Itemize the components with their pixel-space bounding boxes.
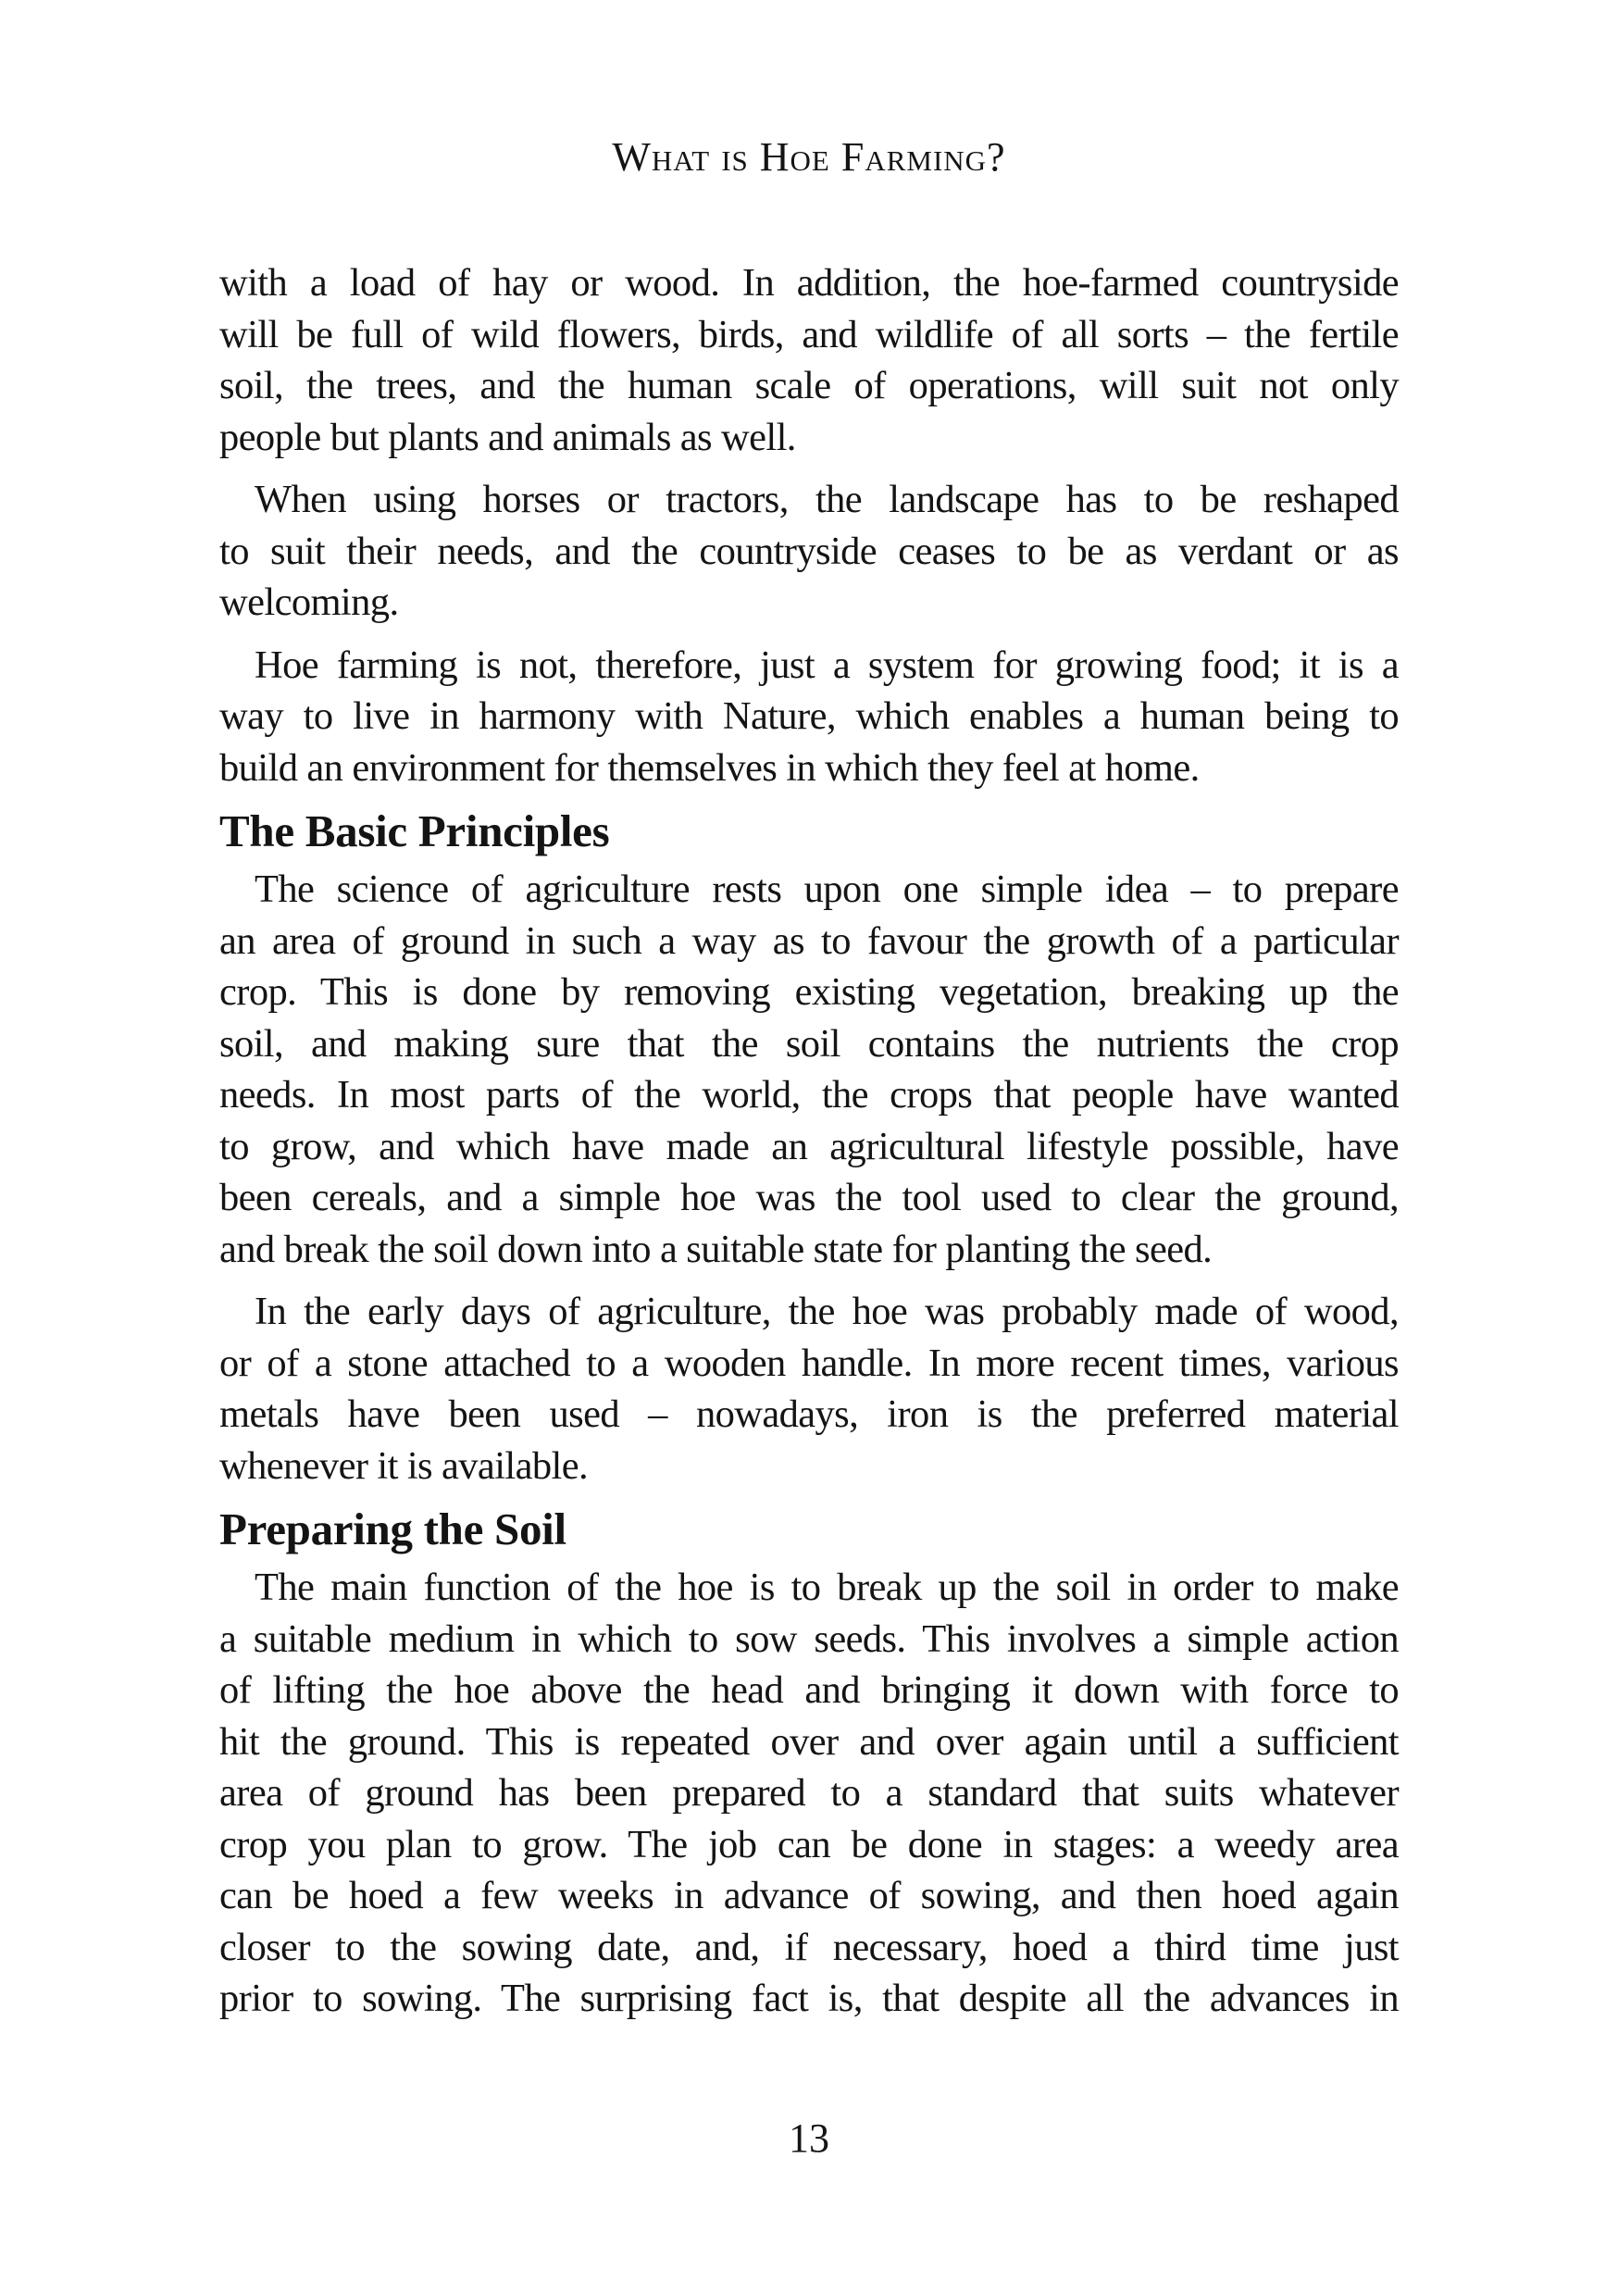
page-body (219, 257, 1399, 2036)
text-line: a suitable medium in which to sow seeds. This involves a simple action (219, 1616, 1399, 1661)
text-line: or of a stone attached to a wooden handle. In more recent times, various (219, 1341, 1399, 1385)
paragraph (219, 640, 1399, 794)
text-line: to suit their needs, and the countryside ceases to be as verdant or as (219, 529, 1399, 573)
text-line: crop. This is done by removing existing vegetation, breaking up the (219, 970, 1399, 1014)
section-heading: Preparing the Soil (219, 1504, 566, 1554)
text-line: whenever it is available. (219, 1443, 589, 1488)
text-line: of lifting the hoe above the head and bringing it down with force to (219, 1668, 1399, 1712)
text-line: Hoe farming is not, therefore, just a system for growing food; it is a (255, 643, 1399, 687)
text-line: area of ground has been prepared to a standard that suits whatever (219, 1771, 1399, 1815)
page-number: 13 (789, 2115, 829, 2161)
text-line: prior to sowing. The surprising fact is, that despite all the advances in (219, 1977, 1399, 2020)
text-line: build an environment for themselves in which they feel at home. (219, 745, 1200, 790)
text-line: The science of agriculture rests upon one simple idea – to prepare (255, 867, 1399, 911)
text-line: In the early days of agriculture, the hoe was probably made of wood, (255, 1290, 1399, 1333)
paragraph (219, 257, 1399, 463)
text-line: soil, and making sure that the soil contains the nutrients the crop (219, 1021, 1399, 1066)
text-line: with a load of hay or wood. In addition, the hoe-farmed countryside (219, 261, 1399, 305)
running-head: What is Hoe Farming? (612, 134, 1006, 180)
section (219, 801, 1399, 1491)
text-line: been cereals, and a simple hoe was the tool used to clear the ground, (219, 1176, 1399, 1219)
text-line: to grow, and which have made an agricultural lifestyle possible, have (219, 1124, 1399, 1168)
text-line: welcoming. (219, 580, 399, 624)
text-line: can be hoed a few weeks in advance of sowing, and then hoed again (219, 1874, 1399, 1917)
text-line: hit the ground. This is repeated over and over again until a sufficient (219, 1719, 1399, 1764)
paragraph (219, 1286, 1399, 1491)
text-line: will be full of wild flowers, birds, and wildlife of all sorts – the fertile (219, 312, 1399, 356)
text-line: way to live in harmony with Nature, which enables a human being to (219, 694, 1399, 738)
text-line: people but plants and animals as well. (219, 415, 796, 459)
text-line: and break the soil down into a suitable state for planting the seed. (219, 1227, 1213, 1271)
text-line: an area of ground in such a way as to favour the growth of a particular (219, 918, 1399, 963)
section (219, 1499, 1399, 2025)
section (219, 257, 1399, 793)
text-line: closer to the sowing date, and, if necessary, hoed a third time just (219, 1925, 1399, 1969)
paragraph (219, 1562, 1399, 2025)
text-line: needs. In most parts of the world, the crops that people have wanted (219, 1073, 1399, 1117)
text-line: metals have been used – nowadays, iron is the preferred material (219, 1392, 1399, 1436)
section-heading: The Basic Principles (219, 805, 610, 856)
paragraph (219, 474, 1399, 629)
paragraph (219, 864, 1399, 1275)
text-line: soil, the trees, and the human scale of operations, will suit not only (219, 364, 1399, 407)
text-line: The main function of the hoe is to break up the soil in order to make (255, 1566, 1399, 1609)
text-line: When using horses or tractors, the landscape has to be reshaped (255, 478, 1399, 521)
text-line: crop you plan to grow. The job can be done in stages: a weedy area (219, 1822, 1399, 1866)
